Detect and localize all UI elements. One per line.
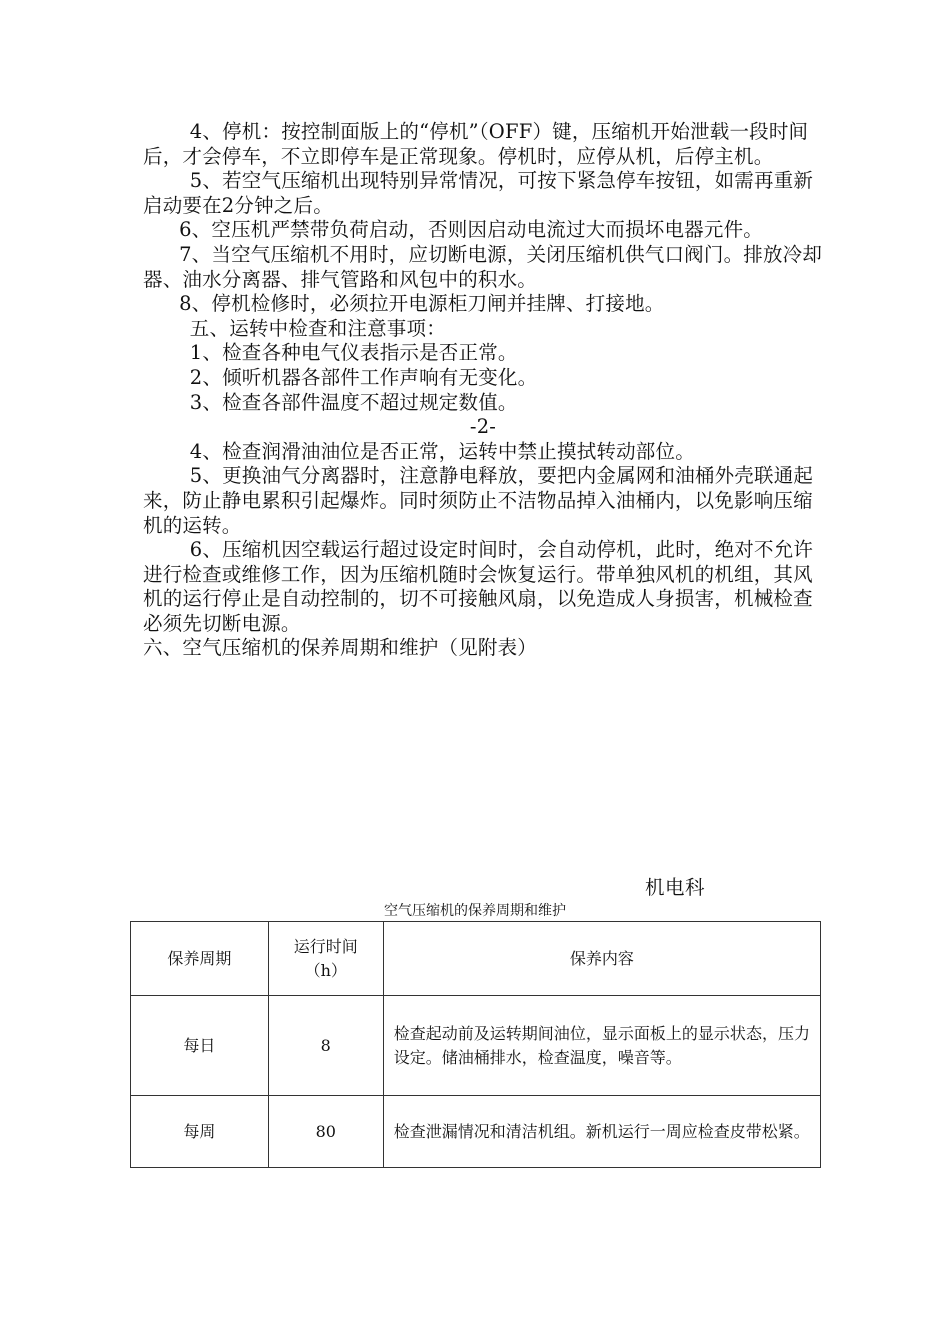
table-caption: 空气压缩机的保养周期和维护	[384, 903, 566, 919]
list-item-separator-replacement: 5、更换油气分离器时，注意静电释放，要把内金属网和油桶外壳联通起来，防止静电累积引起爆炸。同时须防止不洁物品掉入油桶内，以免影响压缩机的运转。	[143, 464, 814, 537]
header-hours-line2: （h）	[304, 960, 347, 980]
cell-period: 每日	[131, 996, 269, 1096]
cell-period: 每周	[131, 1096, 269, 1168]
paragraph-no-load-start: 6、空压机严禁带负荷启动，否则因启动电流过大而损坏电器元件。	[179, 218, 763, 242]
maintenance-table	[130, 921, 821, 1168]
cell-content: 检查起动前及运转期间油位，显示面板上的显示状态，压力设定。储油桶排水，检查温度，噪音等。	[383, 996, 820, 1096]
cell-hours: 8	[268, 996, 383, 1096]
list-item-listen-sounds: 2、倾听机器各部件工作声响有无变化。	[189, 365, 538, 389]
list-item-check-oil-level: 4、检查润滑油油位是否正常，运转中禁止摸拭转动部位。	[189, 439, 695, 463]
list-item-check-instruments: 1、检查各种电气仪表指示是否正常。	[189, 341, 518, 365]
paragraph-emergency-stop: 5、若空气压缩机出现特别异常情况，可按下紧急停车按钮，如需再重新启动要在2分钟之后。	[143, 169, 814, 217]
paragraph-maintenance-lockout: 8、停机检修时，必须拉开电源柜刀闸并挂牌、打接地。	[179, 292, 665, 316]
page-number: -2-	[469, 415, 497, 439]
list-item-check-temperature: 3、检查各部件温度不超过规定数值。	[189, 390, 518, 414]
table-row	[131, 996, 821, 1096]
section-heading-running-checks: 五、运转中检查和注意事项：	[189, 316, 446, 340]
table-header-row	[131, 922, 821, 996]
header-hours	[268, 922, 383, 996]
document-body	[143, 120, 823, 661]
section-heading-maintenance-cycle: 六、空气压缩机的保养周期和维护（见附表）	[143, 636, 538, 660]
header-period: 保养周期	[131, 922, 269, 996]
paragraph-power-off-drain: 7、当空气压缩机不用时，应切断电源，关闭压缩机供气口阀门。排放冷却器、油水分离器、排气管路和风包中的积水。	[143, 242, 823, 291]
department-signature: 机电科	[645, 876, 706, 899]
table-row	[131, 1096, 821, 1168]
header-hours-line1: 运行时间	[293, 936, 358, 956]
cell-hours: 80	[268, 1096, 383, 1168]
header-content: 保养内容	[383, 922, 820, 996]
list-item-auto-stop-warning: 6、压缩机因空载运行超过设定时间时，会自动停机，此时，绝对不允许进行检查或维修工作，因为压缩机随时会恢复运行。带单独风机的机组，其风机的运行停止是自动控制的，切不可接触风扇，以免造成人身损害，机械检查必须先切断电源。	[143, 538, 814, 635]
paragraph-stop-procedure: 4、停机：按控制面版上的“停机”（OFF）键，压缩机开始泄载一段时间后，才会停车，不立即停车是正常现象。停机时，应停从机，后停主机。	[143, 120, 809, 168]
cell-content: 检查泄漏情况和清洁机组。新机运行一周应检查皮带松紧。	[383, 1096, 820, 1168]
